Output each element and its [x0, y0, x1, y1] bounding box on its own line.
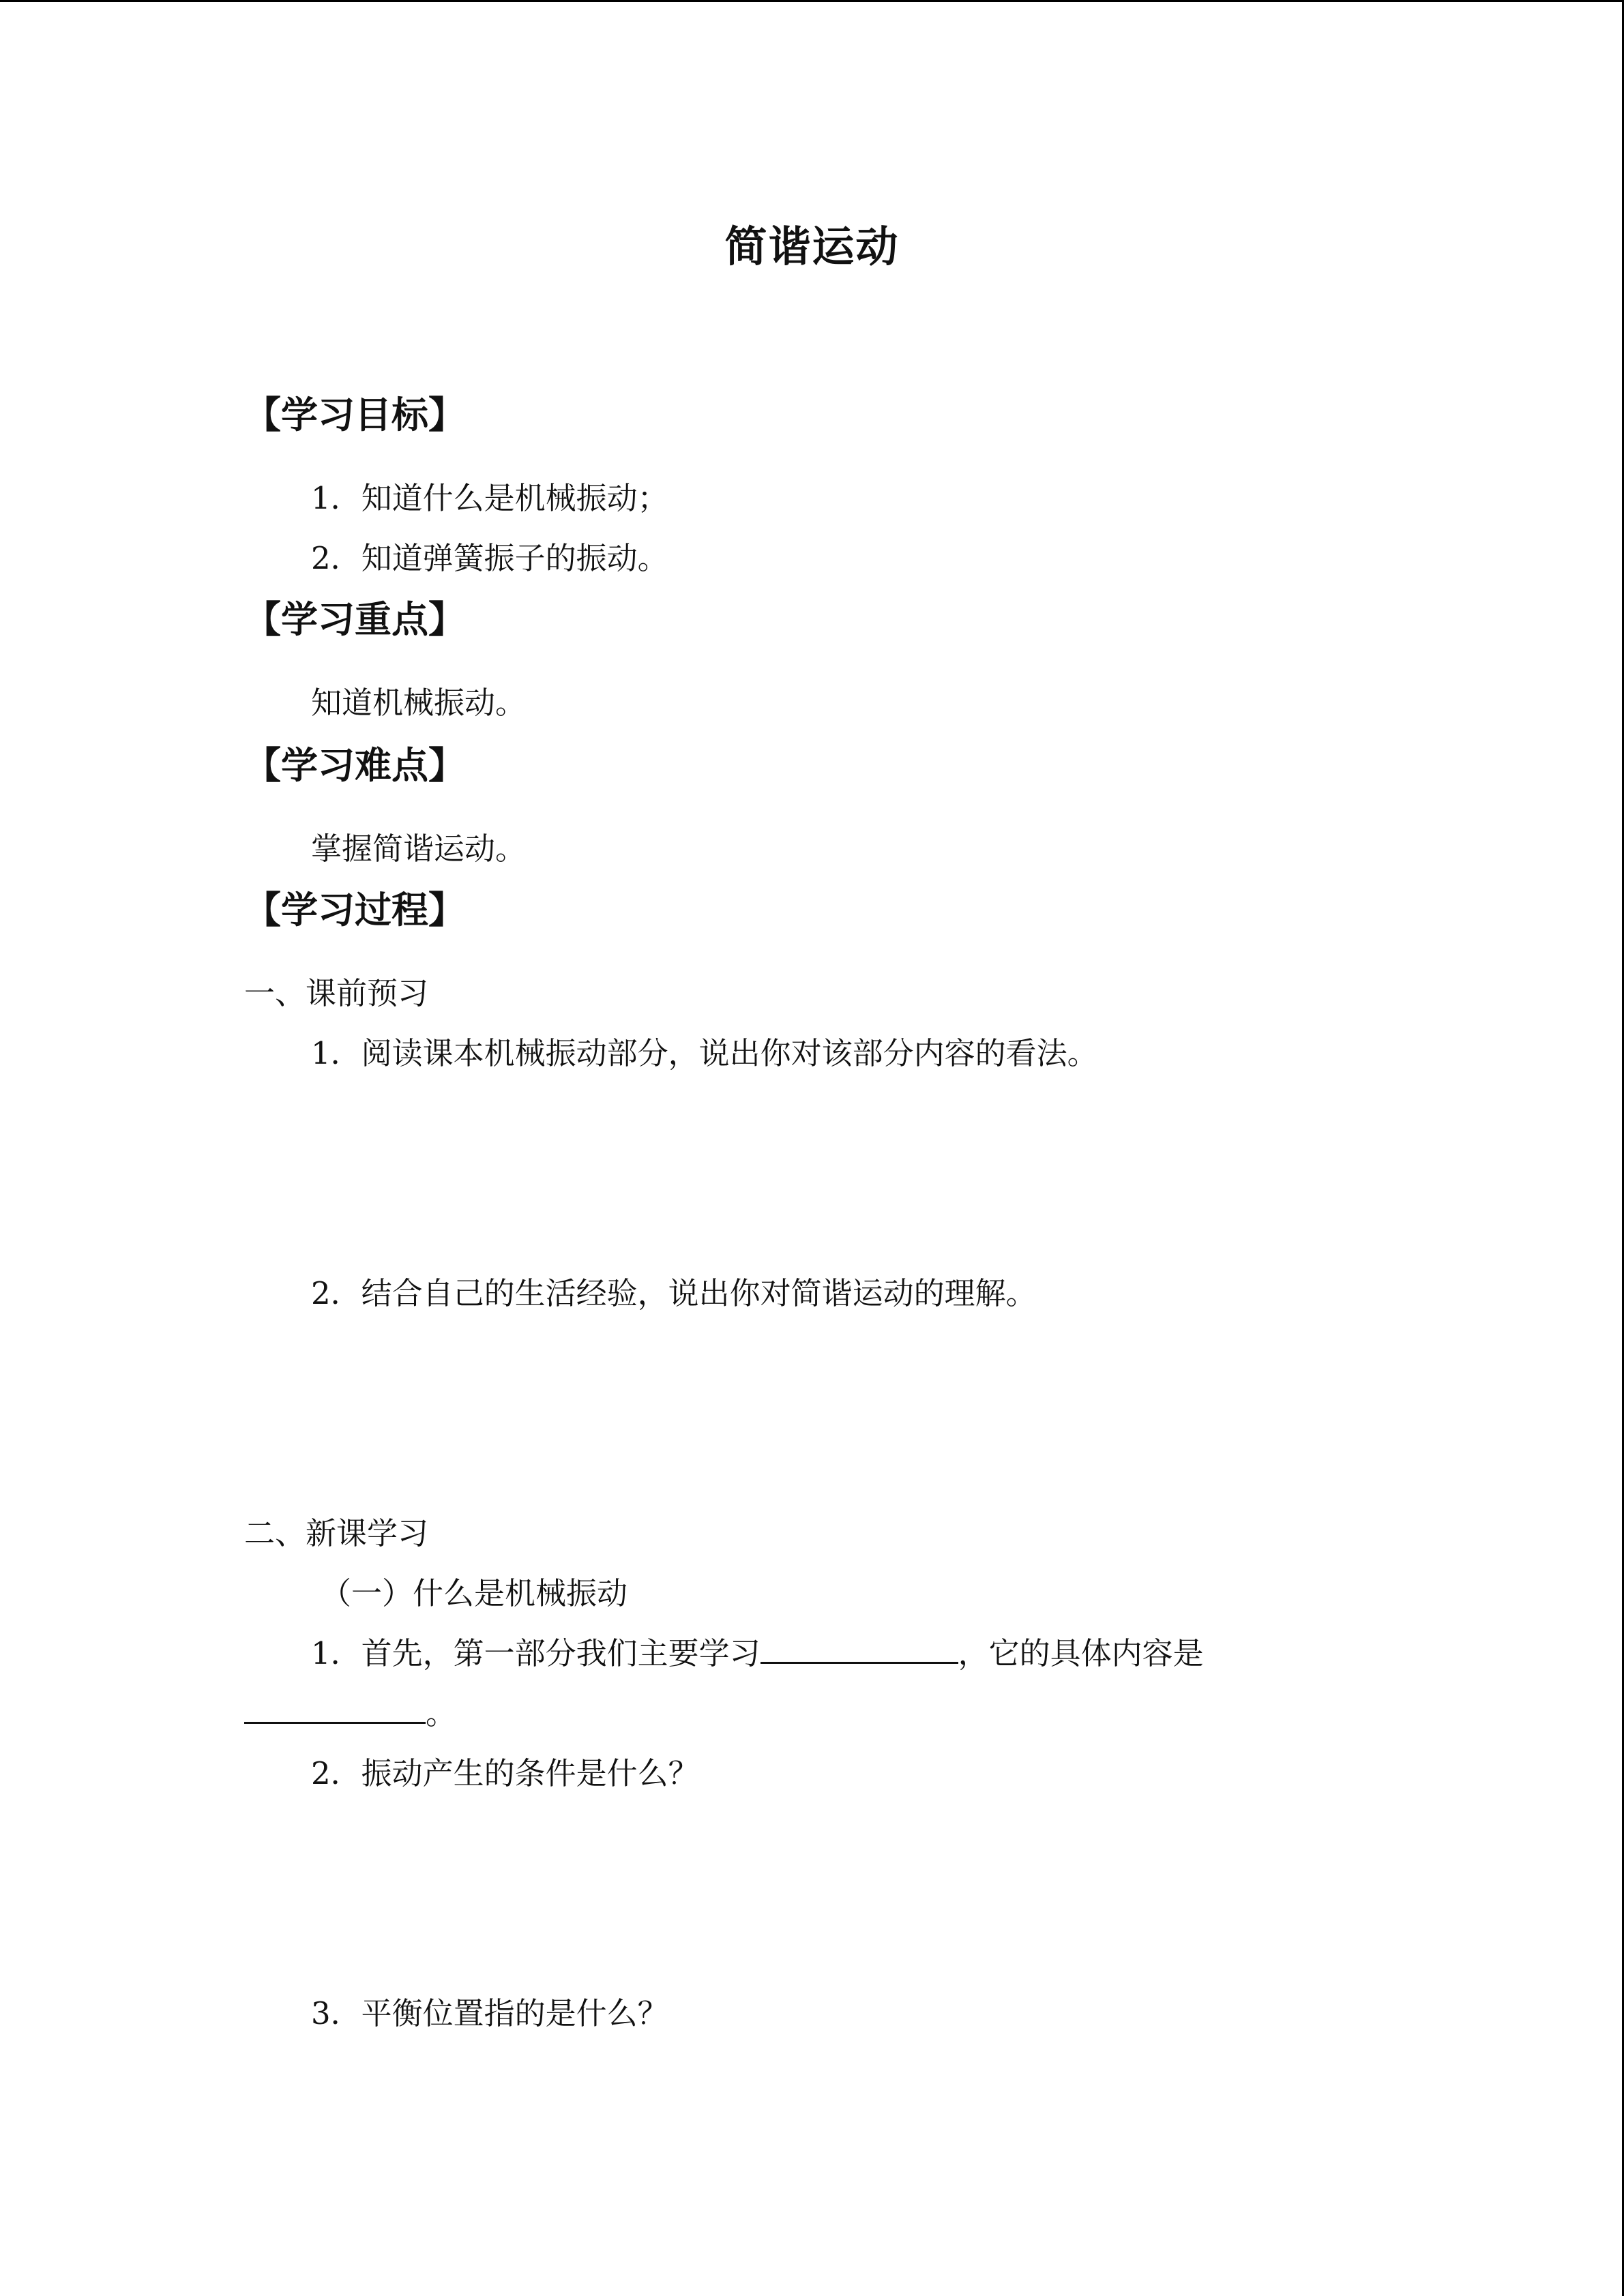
- question-2: 2．振动产生的条件是什么？: [311, 1755, 699, 1791]
- preview-heading: 一、课前预习: [244, 975, 429, 1011]
- question-3: 3．平衡位置指的是什么？: [311, 1995, 668, 2031]
- new-lesson-heading: 二、新课学习: [244, 1515, 429, 1551]
- objectives-heading: 【学习目标】: [244, 393, 465, 436]
- objective-item-2: 2．知道弹簧振子的振动。: [311, 540, 668, 576]
- preview-item-2: 2．结合自己的生活经验，说出你对简谐运动的理解。: [311, 1275, 1037, 1311]
- objective-item-1: 1．知道什么是机械振动；: [311, 480, 668, 516]
- key-point-text: 知道机械振动。: [311, 685, 527, 721]
- new-lesson-subheading: （一）什么是机械振动: [321, 1575, 628, 1611]
- difficulty-heading: 【学习难点】: [244, 744, 465, 787]
- fill-blank-1[interactable]: [761, 1635, 958, 1664]
- fill-blank-2[interactable]: [244, 1695, 426, 1724]
- question-1-continuation: [244, 1688, 456, 1733]
- question-1-line: [311, 1628, 1204, 1673]
- question-1-text-b: ，它的具体内容是: [958, 1635, 1204, 1671]
- key-point-heading: 【学习重点】: [244, 598, 465, 641]
- question-1-text-a: 1．首先，第一部分我们主要学习: [311, 1635, 761, 1671]
- difficulty-text: 掌握简谐运动。: [311, 831, 527, 867]
- question-1-end: 。: [426, 1695, 457, 1731]
- document-title: 简谐运动: [724, 222, 900, 271]
- process-heading: 【学习过程】: [244, 889, 465, 931]
- preview-item-1: 1．阅读课本机械振动部分，说出你对该部分内容的看法。: [311, 1035, 1098, 1071]
